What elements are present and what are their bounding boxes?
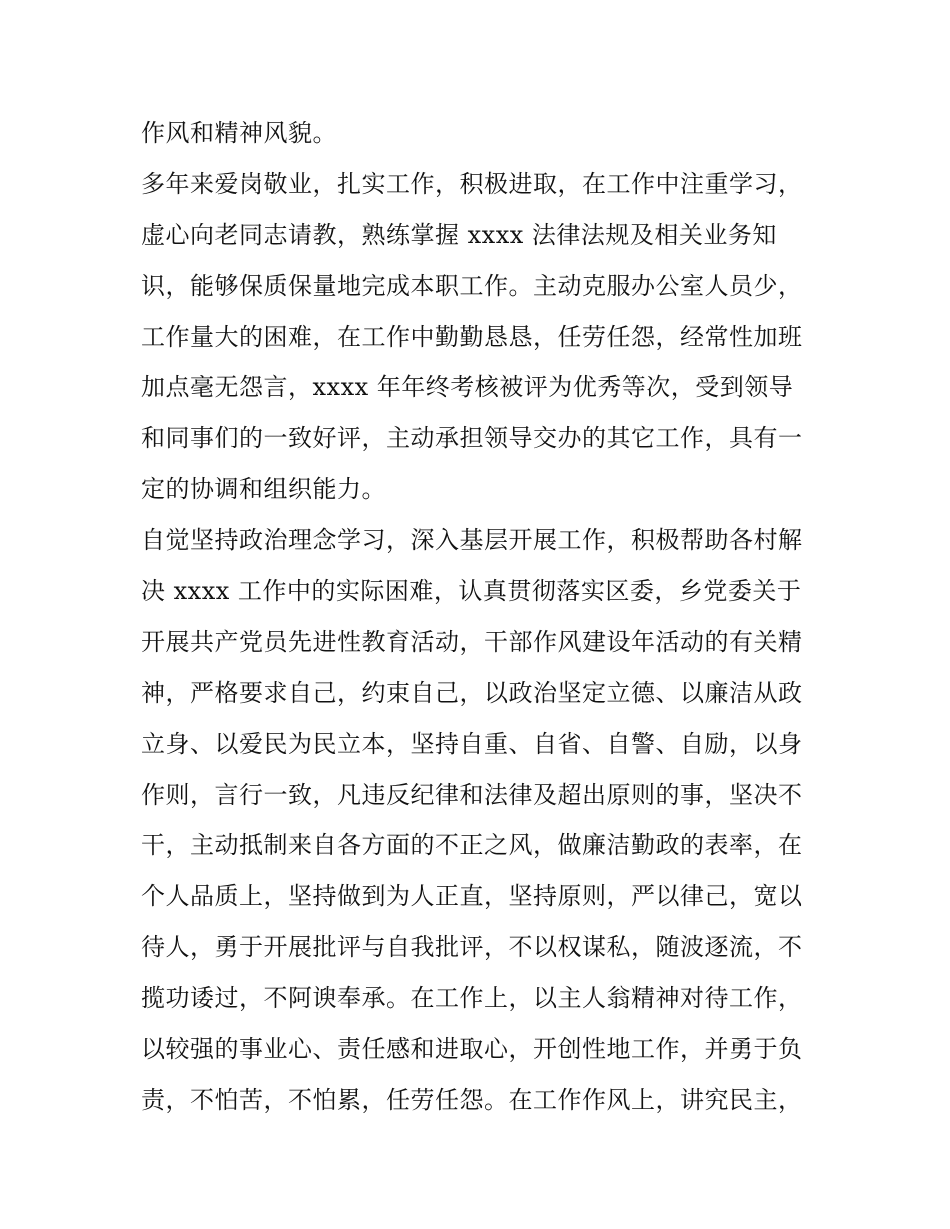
text-line: 责，不怕苦，不怕累，任劳任怨。在工作作风上，讲究民主，: [141, 1085, 803, 1114]
text-line: 识，能够保质保量地完成本职工作。主动克服办公室人员少，: [141, 271, 803, 300]
text-line: 决 xxxx 工作中的实际困难，认真贯彻落实区委，乡党委关于: [141, 577, 802, 606]
text-line: 立身、以爱民为民立本，坚持自重、自省、自警、自励，以身: [141, 729, 803, 758]
text-line: 个人品质上，坚持做到为人正直，坚持原则，严以律己，宽以: [141, 882, 803, 911]
text-line: 多年来爱岗敬业，扎实工作，积极进取，在工作中注重学习，: [141, 169, 803, 198]
document-body-text: [141, 108, 821, 1126]
text-line: 虚心向老同志请教，熟练掌握 xxxx 法律法规及相关业务知: [141, 220, 777, 249]
text-line: 以较强的事业心、责任感和进取心，开创性地工作，并勇于负: [141, 1035, 803, 1064]
text-line: 作则，言行一致，凡违反纪律和法律及超出原则的事，坚决不: [141, 780, 803, 809]
text-line: 干，主动抵制来自各方面的不正之风，做廉洁勤政的表率，在: [141, 831, 803, 860]
text-line: 作风和精神风貌。: [141, 119, 337, 147]
text-line: 工作量大的困难，在工作中勤勤恳恳，任劳任怨，经常性加班: [141, 322, 803, 351]
text-line: 定的协调和组织能力。: [141, 475, 386, 504]
text-line: 神，严格要求自己，约束自己，以政治坚定立德、以廉洁从政: [141, 678, 803, 707]
text-line: 待人，勇于开展批评与自我批评，不以权谋私，随波逐流，不: [141, 933, 803, 962]
text-line: 开展共产党员先进性教育活动，干部作风建设年活动的有关精: [141, 627, 803, 656]
text-line: 和同事们的一致好评，主动承担领导交办的其它工作，具有一: [141, 424, 803, 453]
text-line: 自觉坚持政治理念学习，深入基层开展工作，积极帮助各村解: [141, 526, 803, 555]
text-line: 揽功诿过，不阿谀奉承。在工作上，以主人翁精神对待工作，: [141, 984, 803, 1013]
text-line: 加点毫无怨言，xxxx 年年终考核被评为优秀等次，受到领导: [141, 373, 794, 402]
